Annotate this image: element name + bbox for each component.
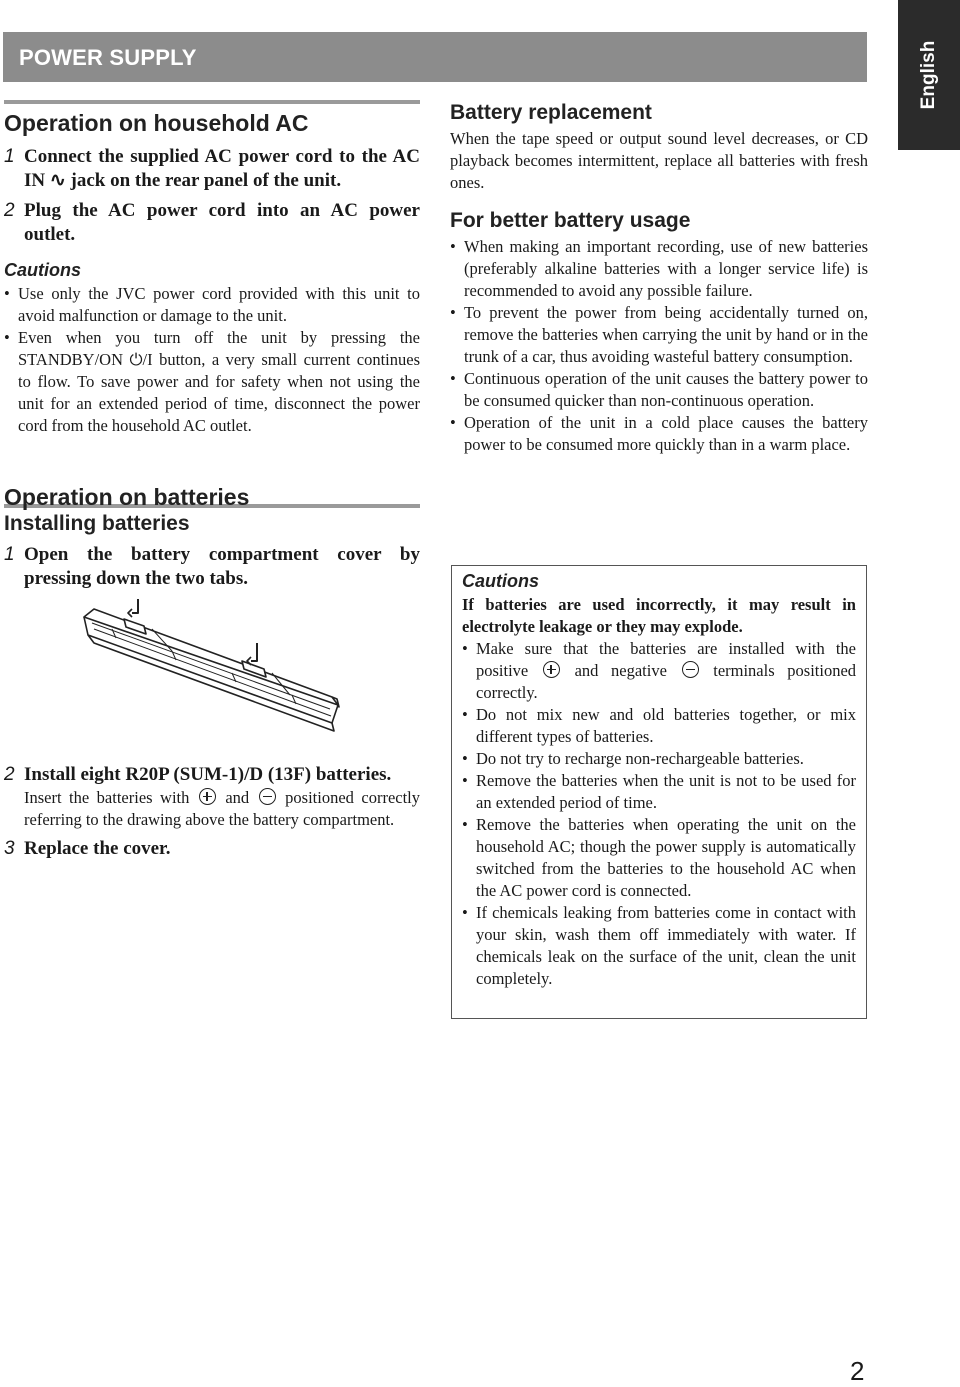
battery-step-1 [4,543,420,591]
usage-item: • Operation of the unit in a cold place causes the battery power to be consumed more quickly than in a warm place. [450,412,868,456]
battery-caution-item: • Do not mix new and old batteries together, or mix different types of batteries. [462,704,856,748]
step-text: Plug the AC power cord into an AC power outlet. [24,200,420,245]
battery-replacement-heading: Battery replacement [450,101,652,124]
better-usage-heading: For better battery usage [450,209,691,232]
caution-item: • Use only the JVC power cord provided with this unit to avoid malfunction or damage to the unit. [4,283,420,327]
step-number: 1 [4,146,15,167]
caution-text: Make sure that the batteries are installed with the positive [476,639,856,680]
battery-caution-item: • If chemicals leaking from batteries come in contact with your skin, wash them off immediately with water. If chemicals leak on the surface of the unit, clean the unit completely. [462,902,856,990]
battery-caution-item: • Remove the batteries when operating the unit on the household AC; though the power supply is automatically switched from the batteries to the household AC when the AC power cord is connected. [462,814,856,902]
step-text: Connect the supplied AC power cord to the AC IN ∿ jack on the rear panel of the unit. [24,146,420,191]
step-text: Replace the cover. [24,838,171,859]
usage-item: • When making an important recording, use of new batteries (preferably alkaline batteries with a longer service life) is recommended to avoid any possible failure. [450,236,868,302]
negative-terminal-icon [682,661,699,678]
better-usage-list [450,236,868,456]
battery-cover-illustration [82,599,412,759]
step-text: Open the battery compartment cover by pressing down the two tabs. [24,544,420,589]
detail-text: and [225,788,250,807]
usage-item: • To prevent the power from being accidentally turned on, remove the batteries when carrying the unit by hand or in the trunk of a car, thus avoiding wasteful battery consumption. [450,302,868,368]
battery-step-2-detail [4,787,420,831]
battery-replacement-text: When the tape speed or output sound level decreases, or CD playback becomes intermittent, replace all batteries with fresh ones. [450,129,868,192]
battery-cautions-box [451,565,867,1019]
positive-terminal-icon [199,788,216,805]
caution-item: • Even when you turn off the unit by pressing the STANDBY/ON ⏻/I button, a very small current continues to flow. To save power and for safety when not using the unit for an extended period of time, disconnect the power cord from the household AC outlet. [4,327,420,437]
household-ac-heading: Operation on household AC [4,110,309,136]
household-step-2 [4,199,420,247]
installing-batteries-heading: Installing batteries [4,512,190,535]
section-header-bar [3,32,867,82]
battery-caution-item: • Remove the batteries when the unit is not to be used for an extended period of time. [462,770,856,814]
step-number: 2 [4,200,15,221]
section-title: POWER SUPPLY [19,45,197,70]
battery-cautions-title: Cautions [462,571,540,591]
batteries-heading: Operation on batteries [4,484,250,510]
caution-text: and negative [574,661,667,680]
step-number: 2 [4,764,15,785]
battery-step-3 [4,837,420,861]
battery-caution-item: • Do not try to recharge non-rechargeable batteries. [462,748,856,770]
positive-terminal-icon [543,661,560,678]
ac-cautions-list [4,283,420,437]
battery-step-2 [4,763,420,787]
battery-caution-item [462,638,856,704]
battery-cautions-list [462,638,856,990]
left-column [4,100,420,861]
battery-cautions-warning: If batteries are used incorrectly, it may result in electrolyte leakage or they may explode. [462,595,856,636]
household-step-1 [4,145,420,193]
step-number: 3 [4,838,15,859]
language-label: English [918,40,939,110]
caution-text: terminals positioned correctly. [476,661,857,702]
right-column [450,100,868,456]
step-text: Install eight R20P (SUM-1)/D (13F) batteries. [24,764,392,785]
detail-text: positioned correctly referring to the drawing above the battery compartment. [24,788,421,829]
negative-terminal-icon [259,788,276,805]
ac-cautions-title: Cautions [4,260,82,280]
page-number: 2 [850,1356,865,1386]
step-number: 1 [4,544,15,565]
usage-item: • Continuous operation of the unit causes the battery power to be consumed quicker than non-continuous operation. [450,368,868,412]
language-tab [898,0,960,150]
detail-text: Insert the batteries with [24,788,190,807]
